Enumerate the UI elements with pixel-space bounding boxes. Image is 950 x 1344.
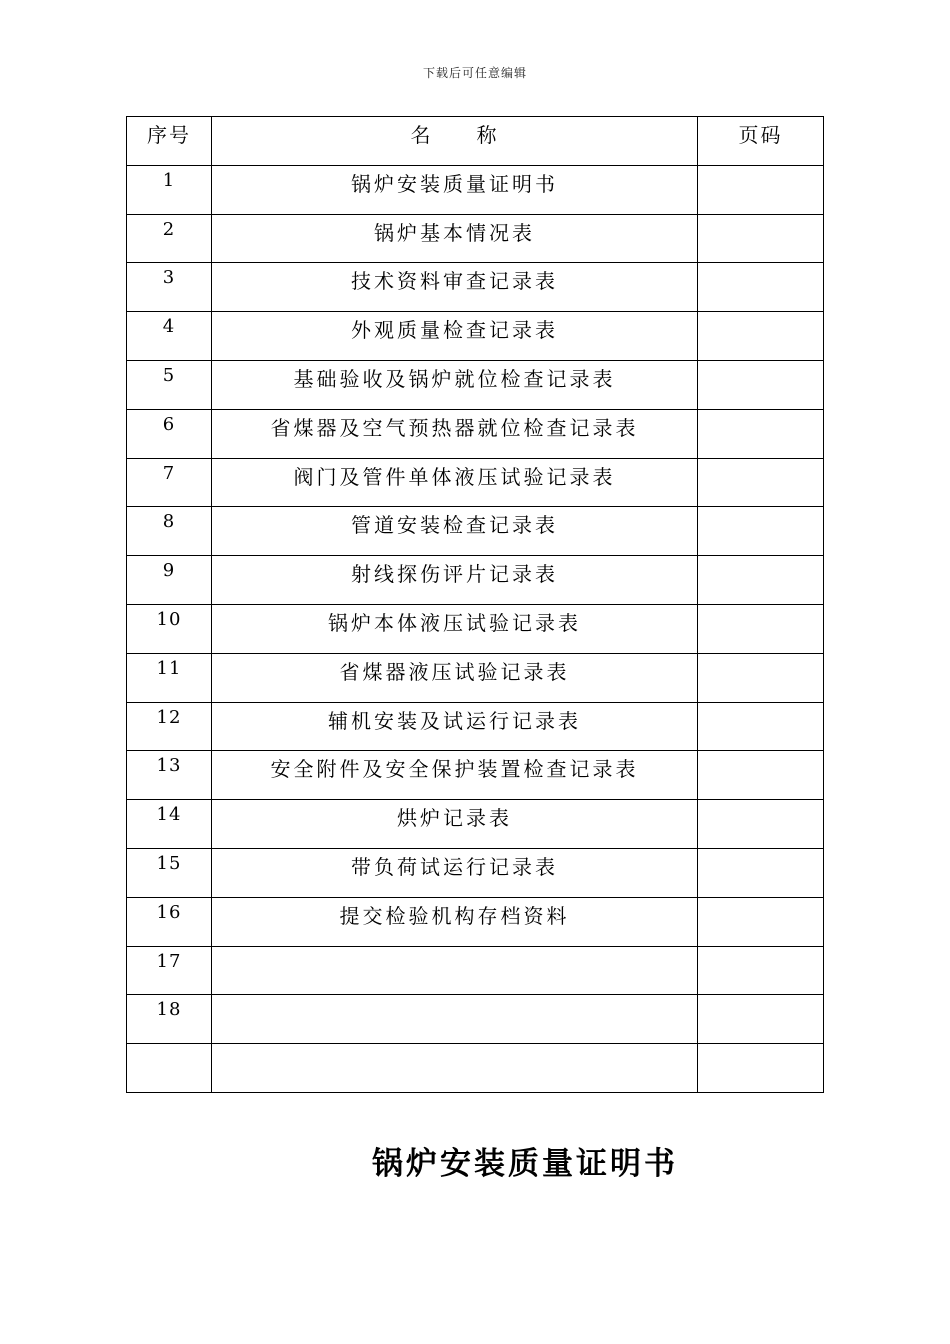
row-number-cell: 6	[127, 409, 212, 458]
table-row	[127, 507, 824, 556]
row-name-cell: 辅机安装及试运行记录表	[212, 702, 698, 751]
row-name-cell	[212, 946, 698, 995]
row-page-cell	[698, 556, 824, 605]
row-name-cell	[212, 1044, 698, 1093]
table-row	[127, 263, 824, 312]
row-number-cell: 1	[127, 165, 212, 214]
table-row	[127, 604, 824, 653]
row-name-cell: 省煤器及空气预热器就位检查记录表	[212, 409, 698, 458]
table-row	[127, 751, 824, 800]
row-page-cell	[698, 995, 824, 1044]
row-number-cell: 12	[127, 702, 212, 751]
table-row	[127, 165, 824, 214]
table-row	[127, 995, 824, 1044]
row-number-cell: 18	[127, 995, 212, 1044]
row-name-cell: 烘炉记录表	[212, 800, 698, 849]
row-page-cell	[698, 360, 824, 409]
header-page: 页码	[698, 117, 824, 166]
row-name-cell: 提交检验机构存档资料	[212, 897, 698, 946]
table-row	[127, 946, 824, 995]
row-page-cell	[698, 702, 824, 751]
table-row	[127, 312, 824, 361]
row-page-cell	[698, 165, 824, 214]
row-name-cell: 锅炉本体液压试验记录表	[212, 604, 698, 653]
download-watermark: 下载后可任意编辑	[422, 66, 527, 80]
row-number-cell: 17	[127, 946, 212, 995]
row-number-cell: 10	[127, 604, 212, 653]
row-number-cell: 16	[127, 897, 212, 946]
row-name-cell: 基础验收及锅炉就位检查记录表	[212, 360, 698, 409]
row-name-cell: 管道安装检查记录表	[212, 507, 698, 556]
table-row	[127, 409, 824, 458]
row-name-cell: 外观质量检查记录表	[212, 312, 698, 361]
row-number-cell	[127, 1044, 212, 1093]
contents-table	[126, 116, 824, 1093]
row-number-cell: 3	[127, 263, 212, 312]
row-name-cell: 带负荷试运行记录表	[212, 848, 698, 897]
row-number-cell: 5	[127, 360, 212, 409]
row-number-cell: 2	[127, 214, 212, 263]
table-row	[127, 214, 824, 263]
row-page-cell	[698, 312, 824, 361]
row-page-cell	[698, 1044, 824, 1093]
row-number-cell: 11	[127, 653, 212, 702]
section-title: 锅炉安装质量证明书	[372, 1146, 678, 1182]
row-page-cell	[698, 848, 824, 897]
row-name-cell: 省煤器液压试验记录表	[212, 653, 698, 702]
table-row	[127, 556, 824, 605]
table-row	[127, 897, 824, 946]
row-page-cell	[698, 263, 824, 312]
row-number-cell: 13	[127, 751, 212, 800]
row-page-cell	[698, 458, 824, 507]
row-number-cell: 4	[127, 312, 212, 361]
row-name-cell: 安全附件及安全保护装置检查记录表	[212, 751, 698, 800]
row-number-cell: 14	[127, 800, 212, 849]
header-number: 序号	[127, 117, 212, 166]
row-page-cell	[698, 507, 824, 556]
row-name-cell: 射线探伤评片记录表	[212, 556, 698, 605]
row-name-cell: 锅炉安装质量证明书	[212, 165, 698, 214]
row-name-cell: 阀门及管件单体液压试验记录表	[212, 458, 698, 507]
row-number-cell: 8	[127, 507, 212, 556]
row-number-cell: 15	[127, 848, 212, 897]
table-row	[127, 1044, 824, 1093]
row-name-cell: 锅炉基本情况表	[212, 214, 698, 263]
row-name-cell: 技术资料审查记录表	[212, 263, 698, 312]
row-page-cell	[698, 653, 824, 702]
row-page-cell	[698, 604, 824, 653]
row-page-cell	[698, 409, 824, 458]
row-page-cell	[698, 751, 824, 800]
row-page-cell	[698, 897, 824, 946]
row-page-cell	[698, 946, 824, 995]
row-page-cell	[698, 214, 824, 263]
row-number-cell: 9	[127, 556, 212, 605]
header-name: 名 称	[212, 117, 698, 166]
table-row	[127, 653, 824, 702]
row-name-cell	[212, 995, 698, 1044]
table-row	[127, 800, 824, 849]
table-row	[127, 848, 824, 897]
table-row	[127, 458, 824, 507]
table-row	[127, 702, 824, 751]
row-number-cell: 7	[127, 458, 212, 507]
table-body	[127, 165, 824, 1092]
table-header-row	[127, 117, 824, 166]
row-page-cell	[698, 800, 824, 849]
table-row	[127, 360, 824, 409]
